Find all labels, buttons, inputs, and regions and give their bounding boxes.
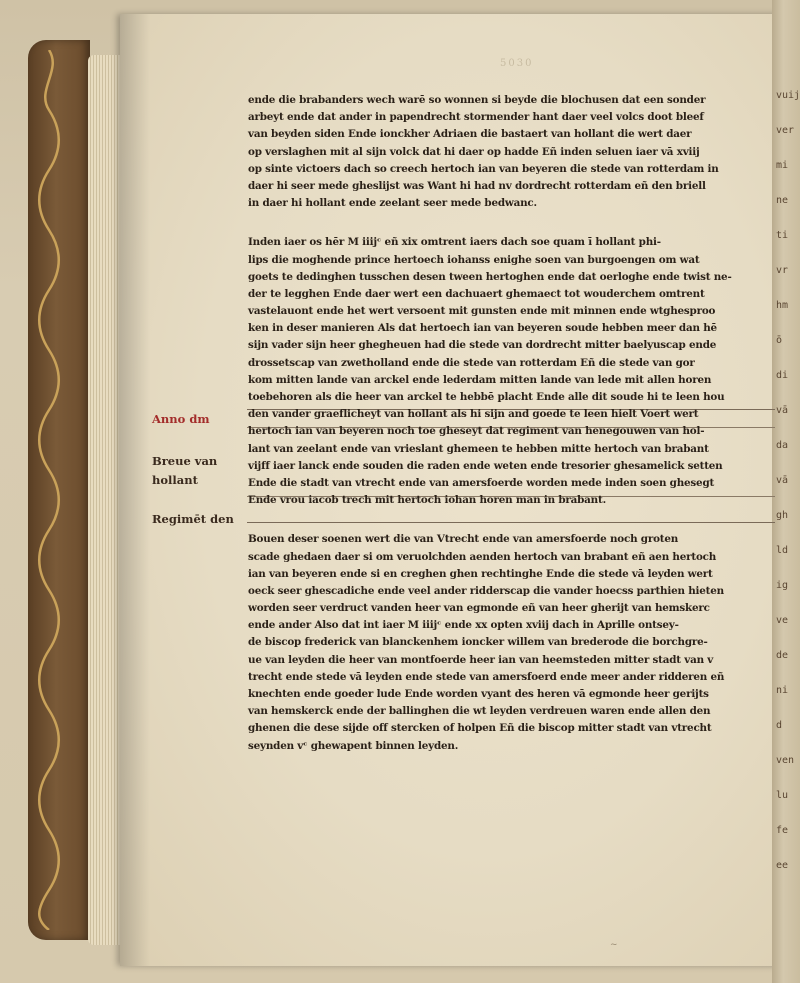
text-line: seynden vᶜ ghewapent binnen leyden. xyxy=(248,739,459,752)
marginal-note-regiment xyxy=(152,510,234,529)
facing-page-fragment: ee xyxy=(776,860,789,871)
text-line: ue van leyden die heer van montfoerde heer ian van heemsteden mitter stadt van v xyxy=(248,653,714,666)
text-line: op verslaghen mit al sijn volck dat hi daer op hadde Eñ inden seluen iaer vā xviij xyxy=(248,145,700,158)
text-line: op sinte victoers dach so creech hertoch ian van beyeren die stede van rotterdam in xyxy=(248,162,719,175)
facing-page-fragment: mi xyxy=(776,160,789,171)
text-line: arbeyt ende dat ander in papendrecht stormender hant daer veel volcs doot bleef xyxy=(248,111,704,124)
text-line: ende die brabanders wech warē so wonnen si beyde die blochusen dat een sonder xyxy=(248,94,706,106)
paragraph-2 xyxy=(248,234,772,509)
facing-page-fragment: vr xyxy=(776,265,789,276)
text-line: vijff iaer lanck ende souden die raden ende weten ende tresorier ghesamelick setten xyxy=(248,459,723,472)
text-line: van hemskerck ende der ballinghen die wt leyden verdreuen waren ende allen den xyxy=(248,705,711,718)
facing-page-fragment: vā xyxy=(776,475,789,486)
text-line: goets te dedinghen tusschen desen tween hertoghen ende dat oerloghe ende twist ne- xyxy=(248,270,732,283)
facing-page-fragment: ver xyxy=(776,125,795,136)
paragraph-1 xyxy=(248,92,772,212)
text-line: daer hi seer mede gheslijst was Want hi had nv dordrecht rotterdam eñ den briell xyxy=(248,179,706,192)
text-line: Inden iaer os hēr M iiijᶜ eñ xix omtrent iaers dach soe quam ī hollant phi- xyxy=(248,236,661,249)
text-line: ende ander Also dat int iaer M iiijᶜ ende xx opten xviij dach in Aprille ontsey- xyxy=(248,619,679,632)
marginal-breue-line2: hollant xyxy=(152,473,198,487)
text-line: ian van beyeren ende si en creghen ghen rechtinghe Ende die stede vā leyden wert xyxy=(248,567,713,580)
text-block xyxy=(248,92,772,755)
marginal-anno-text: Anno dm xyxy=(152,412,210,426)
facing-page-fragment: ve xyxy=(776,615,789,626)
facing-page-fragment: ld xyxy=(776,545,789,556)
book-cover xyxy=(28,40,90,940)
text-line: hertoch ian van beyeren noch toe gheseyt dat regiment van henegouwen van hol- xyxy=(248,425,705,438)
text-line: kom mitten lande van arckel ende lederdam mitten lande van lede mit allen horen xyxy=(248,373,712,386)
facing-page-fragment: ni xyxy=(776,685,789,696)
marginal-note-anno xyxy=(152,410,210,429)
text-line: der te legghen Ende daer wert een dachuaert ghemaect tot wouderchem omtrent xyxy=(248,287,705,300)
spine-ornament-icon xyxy=(36,50,62,930)
text-line: drossetscap van zwetholland ende die stede van rotterdam Eñ die stede van gor xyxy=(248,356,695,369)
text-line: van beyden siden Ende ionckher Adriaen die bastaert van hollant die wert daer xyxy=(248,128,692,141)
facing-page-fragment: hm xyxy=(776,300,789,311)
text-line: worden seer verdruct vanden heer van egmonde eñ van heer gherijt van hemskerc xyxy=(248,602,710,615)
facing-page-fragment: ig xyxy=(776,580,789,591)
text-line: lips die moghende prince hertoech iohanss enighe soen van burgoengen om wat xyxy=(248,253,700,266)
text-line: den vander graeflicheyt van hollant als hi sijn and goede te leen hielt Voert wert xyxy=(248,408,699,421)
facing-page-fragment: vā xyxy=(776,405,789,416)
text-line: ken in deser manieren Als dat hertoech ian van beyeren soude hebben meer dan hē xyxy=(248,322,717,335)
text-line: scade ghedaen daer si om veruolchden aenden hertoch van brabant eñ aen hertoch xyxy=(248,550,717,563)
facing-page-fragment: ven xyxy=(776,755,795,766)
text-line: knechten ende goeder lude Ende worden vyant des heren vā egmonde heer gerijts xyxy=(248,688,709,700)
text-line: de biscop frederick van blanckenhem ioncker willem van brederode die borchgre- xyxy=(248,636,708,649)
text-line: lant van zeelant ende van vrieslant ghemeen te hebben mitte hertoch van brabant xyxy=(248,442,709,455)
facing-page-fragment: vuij xyxy=(776,90,800,101)
text-line: Ende die stadt van vtrecht ende van amersfoerde worden mede inden soen ghesegt xyxy=(248,476,715,489)
facing-page-fragment: ō xyxy=(776,335,783,346)
facing-page-fragment: di xyxy=(776,370,789,381)
text-line: sijn vader sijn heer ghegheuen had die stede van dordrecht mitter baelyuscap ende xyxy=(248,339,717,352)
text-line: oeck seer ghescadiche ende veel ander ridderscap die vander hoecss parthien hieten xyxy=(248,584,724,597)
text-line: toebehoren als die heer van arckel te hebbē placht Ende alle dit soude hi te leen hou xyxy=(248,391,725,403)
facing-page-fragment: de xyxy=(776,650,789,661)
text-line: vastelauont ende het wert versoent mit gunsten ende mit minnen ende wtghesproo xyxy=(248,305,716,318)
facing-page-strip xyxy=(772,0,800,983)
paragraph-3 xyxy=(248,531,772,754)
text-line: in daer hi hollant ende zeelant seer mede bedwanc. xyxy=(248,197,537,210)
facing-page-fragment: lu xyxy=(776,790,789,801)
marginal-note-breue xyxy=(152,452,217,490)
facing-page-fragment: gh xyxy=(776,510,789,521)
facing-page-fragment: fe xyxy=(776,825,789,836)
text-line: trecht ende stede vā leyden ende stede van amersfoerd ende meer ander ridderen eñ xyxy=(248,670,725,683)
facing-page-fragment: ne xyxy=(776,195,789,206)
facing-page-fragment: da xyxy=(776,440,789,451)
text-line: Bouen deser soenen wert die van Vtrecht ende van amersfoerde noch groten xyxy=(248,533,679,546)
text-line: Ende vrou iacob trech mit hertoch iohan horen man in brabant. xyxy=(248,494,606,507)
text-line: ghenen die dese sijde off stercken of holpen Eñ die biscop mitter stadt van vtrecht xyxy=(248,722,712,735)
facing-page-fragment: d xyxy=(776,720,783,731)
marginal-breue-line1: Breue van xyxy=(152,454,218,468)
gutter-shadow xyxy=(120,14,150,966)
marginal-regiment-text: Regimēt den xyxy=(152,512,234,526)
facing-page-fragment: ti xyxy=(776,230,789,241)
bottom-mark: ~ xyxy=(610,940,618,950)
folio-number: 5030 xyxy=(500,58,534,69)
